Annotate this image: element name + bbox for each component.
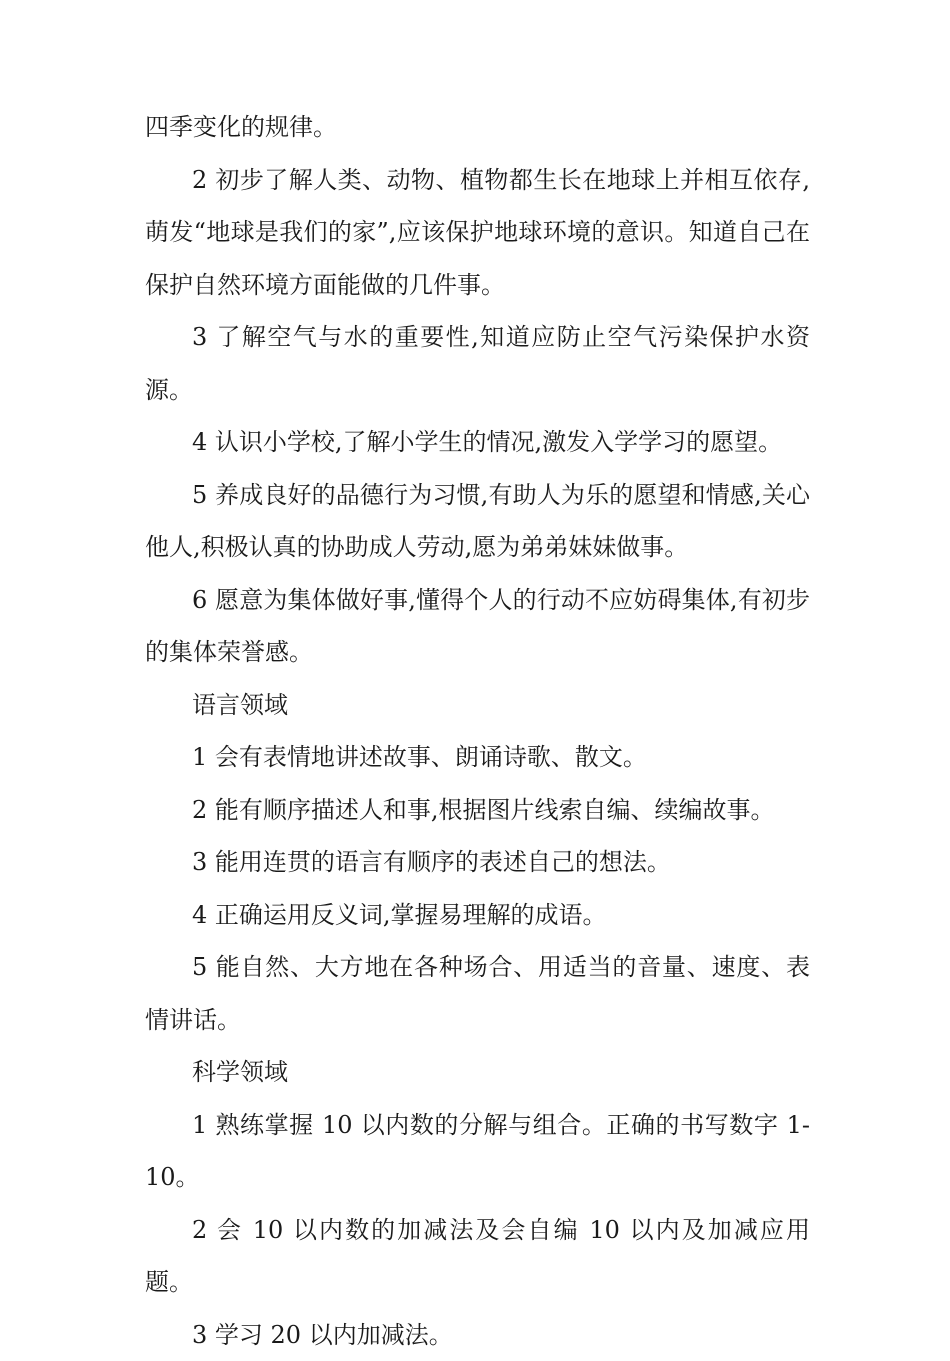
paragraph: 1 熟练掌握 10 以内数的分解与组合。正确的书写数字 1-10。 (145, 1099, 810, 1204)
paragraph: 3 学习 20 以内加减法。 (145, 1309, 810, 1361)
document-body (145, 101, 810, 1361)
paragraph: 6 愿意为集体做好事,懂得个人的行动不应妨碍集体,有初步的集体荣誉感。 (145, 574, 810, 679)
paragraph: 2 能有顺序描述人和事,根据图片线索自编、续编故事。 (145, 784, 810, 837)
paragraph: 5 能自然、大方地在各种场合、用适当的音量、速度、表情讲话。 (145, 941, 810, 1046)
paragraph: 1 会有表情地讲述故事、朗诵诗歌、散文。 (145, 731, 810, 784)
paragraph: 4 正确运用反义词,掌握易理解的成语。 (145, 889, 810, 942)
paragraph: 2 初步了解人类、动物、植物都生长在地球上并相互依存,萌发“地球是我们的家”,应该保护地球环境的意识。知道自己在保护自然环境方面能做的几件事。 (145, 154, 810, 312)
paragraph: 4 认识小学校,了解小学生的情况,激发入学学习的愿望。 (145, 416, 810, 469)
paragraph: 3 能用连贯的语言有顺序的表述自己的想法。 (145, 836, 810, 889)
section-heading-science: 科学领域 (145, 1046, 810, 1099)
paragraph: 2 会 10 以内数的加减法及会自编 10 以内及加减应用题。 (145, 1204, 810, 1309)
paragraph: 四季变化的规律。 (145, 101, 810, 154)
paragraph: 5 养成良好的品德行为习惯,有助人为乐的愿望和情感,关心他人,积极认真的协助成人劳动,愿为弟弟妹妹做事。 (145, 469, 810, 574)
paragraph: 3 了解空气与水的重要性,知道应防止空气污染保护水资源。 (145, 311, 810, 416)
section-heading-language: 语言领域 (145, 679, 810, 732)
